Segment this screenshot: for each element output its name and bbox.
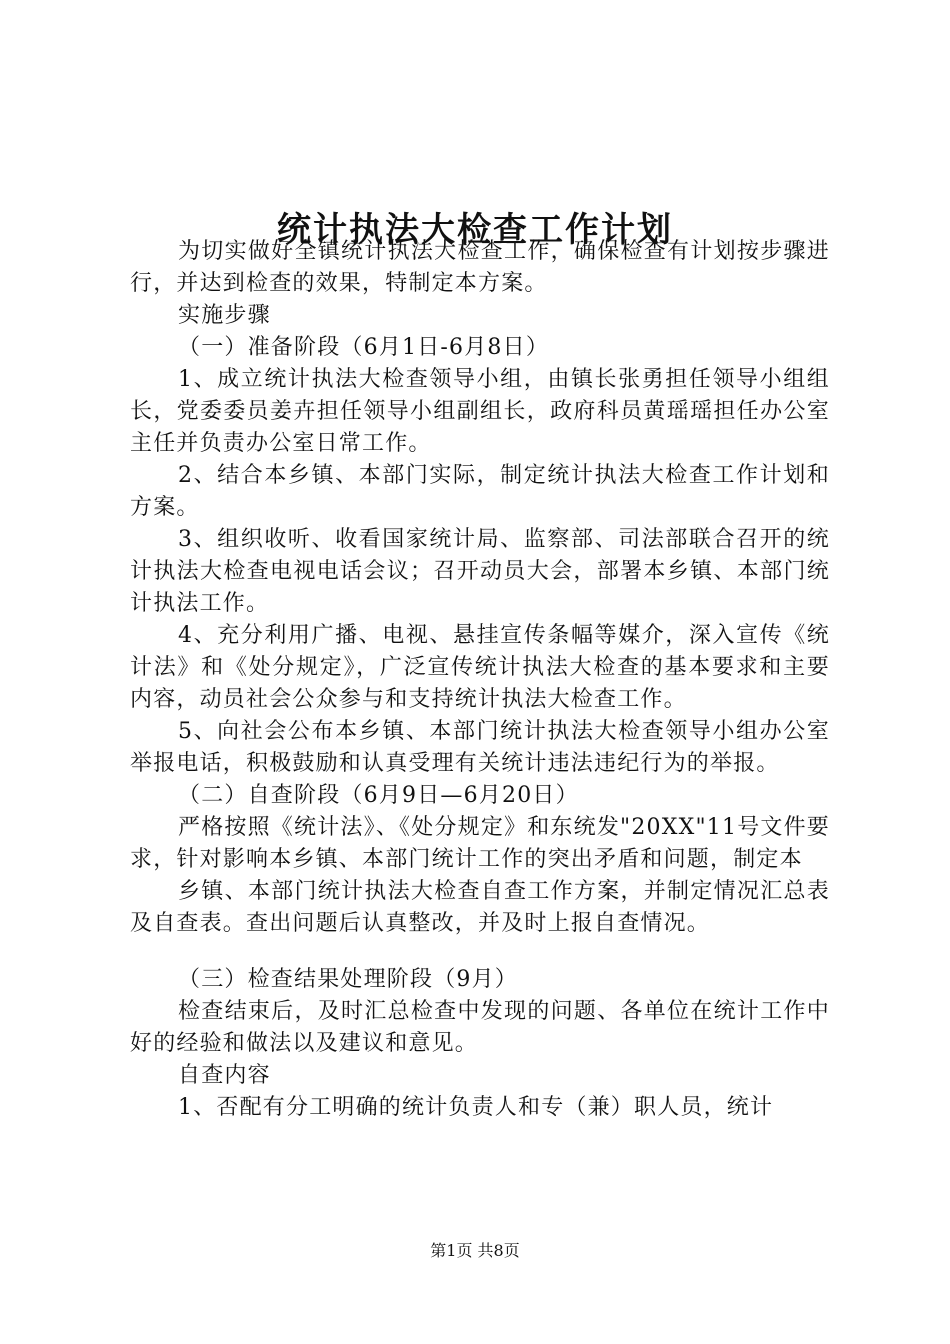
result-handling-paragraph: 检查结束后，及时汇总检查中发现的问题、各单位在统计工作中好的经验和做法以及建议和意见。 — [130, 999, 830, 1056]
phase-heading-result-handling: （三）检查结果处理阶段（9月） — [178, 967, 518, 992]
preparation-item-4: 4、充分利用广播、电视、悬挂宣传条幅等媒介，深入宣传《统计法》和《处分规定》，广泛宣传统计执法大检查的基本要求和主要内容，动员社会公众参与和支持统计执法大检查工作。 — [130, 623, 830, 712]
preparation-item-3: 3、组织收听、收看国家统计局、监察部、司法部联合召开的统计执法大检查电视电话会议；召开动员大会，部署本乡镇、本部门统计执法工作。 — [130, 527, 830, 616]
intro-paragraph: 为切实做好全镇统计执法大检查工作，确保检查有计划按步骤进行，并达到检查的效果，特制定本方案。 — [130, 239, 830, 296]
document-title: 统计执法大检查工作计划 — [277, 209, 673, 250]
section-heading-self-check-content: 自查内容 — [178, 1063, 271, 1088]
preparation-item-5: 5、向社会公布本乡镇、本部门统计执法大检查领导小组办公室举报电话，积极鼓励和认真受理有关统计违法违纪行为的举报。 — [130, 719, 830, 776]
phase-heading-preparation: （一）准备阶段（6月1日-6月8日） — [178, 335, 550, 360]
phase-heading-self-check: （二）自查阶段（6月9日—6月20日） — [178, 783, 579, 808]
page-number-footer: 第1页 共8页 — [430, 1241, 520, 1260]
preparation-item-2: 2、结合本乡镇、本部门实际，制定统计执法大检查工作计划和方案。 — [130, 463, 830, 520]
self-check-paragraph-1: 严格按照《统计法》、《处分规定》和东统发"20XX"11号文件要求，针对影响本乡镇、本部门统计工作的突出矛盾和问题，制定本 — [130, 815, 830, 872]
self-check-paragraph-2: 乡镇、本部门统计执法大检查自查工作方案，并制定情况汇总表及自查表。查出问题后认真整改，并及时上报自查情况。 — [130, 879, 830, 936]
self-check-content-item-1: 1、否配有分工明确的统计负责人和专（兼）职人员，统计 — [178, 1095, 774, 1120]
section-heading-steps: 实施步骤 — [178, 303, 271, 328]
document-body — [130, 236, 830, 1124]
preparation-item-1: 1、成立统计执法大检查领导小组，由镇长张勇担任领导小组组长，党委委员姜卉担任领导小组副组长，政府科员黄瑶瑶担任办公室主任并负责办公室日常工作。 — [130, 367, 830, 456]
